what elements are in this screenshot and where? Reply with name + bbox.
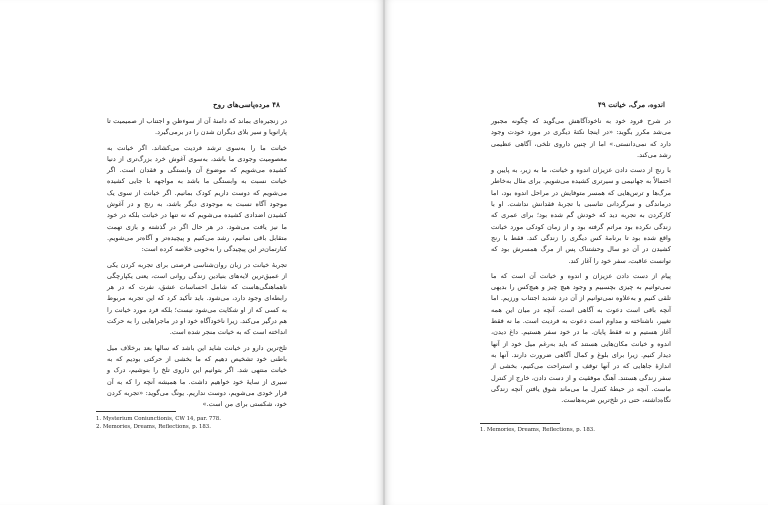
left-footnotes (96, 415, 221, 431)
right-paragraph-3: پیام از دست دادن عزیزان و اندوه و خیانت آن است که ما نمی‌توانیم به چیزی بچسبیم و وجود هیچ چیز و هیچ‌کس را بدیهی تلقی کنیم و به‌علاوه نمی‌توانیم از آن درد شدید اجتناب ورزیم. اما آنچه باقی است دعوت به آگاهی است. آنچه در میان این همه تغییر، ناشناخته و مداوم است دعوت به فردیت است. ما نه فقط آغاز هستیم و نه فقط پایان. ما در خود سفر هستیم. داغ دیدن، اندوه و خیانت مکان‌هایی هستند که باید به‌رغم میل خود از آنها دیدار کنیم. زیرا برای بلوغ و کمال آگاهی ضرورت دارند. آنها به اندازهٔ جاهایی که در آنها توقف و استراحت می‌کنیم، بخشی از سفر زندگی هستند. آهنگ موفقیت و از دست دادن، خارج از کنترل ماست. آنچه در حیطهٔ کنترل ما می‌ماند شوق یافتن آنچه زندگی نگاه‌داشته، حتی در تلخ‌ترین ضربه‌هاست. (491, 271, 671, 405)
right-footnote-rule (480, 423, 560, 424)
right-footnote-1: 1. Memories, Dreams, Reflections, p. 183. (480, 427, 595, 433)
left-paragraph-4: تلخ‌ترین دارو در خیانت شاید این باشد که سالها بعد برخلاف میل باطنی خود تشخیص دهیم که ما بخشی از حرکتی بودیم که به خیانت منتهی شد. اگر بتوانیم این داروی تلخ را بنوشیم، درک و سیری از سایهٔ خود خواهیم داشت. ما همیشه آنچه را که به آن قرار خودی می‌شویم، دوست نداریم. یونگ می‌گوید: «تجربه کردن خود، شکستی برای من است.» (107, 343, 287, 409)
right-page-body (491, 116, 671, 410)
left-paragraph-1: در زنجیره‌ای بماند که دامنهٔ آن از سوءظن و اجتناب از صمیمیت تا پارانویا و سیر بلای دیگران شدن را در برمی‌گیرد. (107, 117, 287, 137)
right-page (385, 0, 768, 505)
left-footnote-1: 1. Mysterium Coniunctionis, CW 14, par. 778. (96, 416, 221, 422)
right-page-header: اندوه، مرگ، خیانت ۴۹ (598, 100, 665, 109)
left-paragraph-2: خیانت ما را به‌سوی ترشد فردیت می‌کشاند. اگر خیانت به معصومیت وجودی ما باشد، به‌سوی آغوش خرد بزرگ‌تری از دنیا کشیده می‌شویم که موضوع آن وابستگی و فقدان است. اگر خیانت نسبت به وابستگی ما باشد به مواجهه با جایی کشیده می‌شویم که دوست داریم کودک بمانیم. اگر خیانت از سوی یک موجود آگاه نسبت به موجودی دیگر باشد، به رنج و در آغوش کشیدن اضدادی کشیده می‌شویم که نه تنها در خیانت بلکه در خود ما نیز یافت می‌شود. در هر حال اگر در گذشته و بازی تهمت متقابل باقی نمانیم، رشد می‌کنیم و پیچیده‌تر و آگاه‌تر می‌شویم. کنارتمان‌تر این پیچیدگی را به‌خوبی خلاصه کرده است: (107, 143, 287, 254)
right-footnotes (480, 426, 595, 434)
left-page-header: ۴۸ مرده‌پاسی‌های روح (213, 100, 280, 109)
left-footnote-rule (96, 411, 176, 412)
left-footnote-2: 2. Memories, Dreams, Reflections, p. 183. (96, 424, 211, 430)
left-paragraph-3: تجربهٔ خیانت در زبان روان‌شناسی فرصتی برای تجربه کردن یکی از عمیق‌ترین لایه‌های بنیادین زندگی روانی است، یعنی یکپارچگی ناهماهنگی‌هاست که شامل احساسات عشق، نفرت که در هر رابطه‌ای وجود دارد، می‌شود. باید تأکید کرد که این تجربه مربوط به کسی که از او شکایت می‌شود نیست؛ بلکه فرد مورد خیانت را هم درگیر می‌کند. زیرا ناخودآگاه خود او در ماجراهایی را به حرکت انداخته است که به خیانت منجر شده است. (107, 260, 287, 337)
right-paragraph-1: در شرح فرود خود به ناخودآگاهش می‌گوید که چگونه مجبور می‌شد مکرر بگوید: «در اینجا نکتهٔ دیگری در مورد خودت وجود دارد که نمی‌دانستی.» اما از چنین داروی تلخی، آگاهی عظیمی رشد می‌کند. (491, 117, 671, 159)
right-paragraph-2: با رنج از دست دادن عزیزان اندوه و خیانت، ما به زیر، به پایین و احتمالاً به جهانیمی و سیرتری کشیده می‌شویم. برای مثال به‌خاطر مرگ‌ها و ترس‌هایی که همسر متوفایش در مراحل اندوه بود، اما درماندگی و سرگردانی تناسبی با تجربهٔ فقدانش نداشت. او با کارکردن به تجربه دید که خودش گم شده بود؛ برای عمری که زندگی نکرده بود مراتم گرفته بود و از زمان کودکی مورد خیانت واقع شده بود تا برنامهٔ کس دیگری را زندگی کند. فقط با رنج کشیدن در آن دو سال وحشتناک پس از مرگ همسرش بود که توانست عاقبت، سفر خود را آغاز کند. (491, 166, 671, 265)
left-page (0, 0, 383, 505)
left-page-body (107, 116, 287, 414)
